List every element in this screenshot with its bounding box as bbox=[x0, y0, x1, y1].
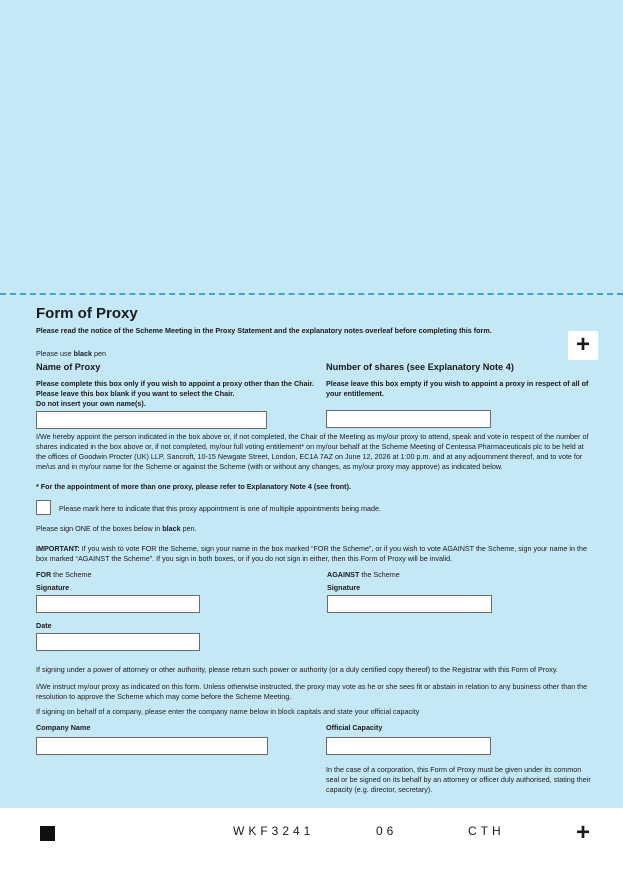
form-intro: Please read the notice of the Scheme Meeting in the Proxy Statement and the explanatory notes overleaf before completing this form. bbox=[36, 326, 492, 335]
corporation-note: In the case of a corporation, this Form of Proxy must be given under its common seal or be signed on its behalf by an attorney or officer duly authorised, stating their capacity (e.g. director, secretary). bbox=[326, 765, 591, 794]
company-name-input[interactable] bbox=[36, 737, 268, 755]
form-code: WKF3241 bbox=[233, 824, 315, 838]
footer-plus-mark: + bbox=[576, 819, 591, 846]
number-of-shares-instructions: Please leave this box empty if you wish to appoint a proxy in respect of all of your entitlement. bbox=[326, 379, 589, 398]
date-input[interactable] bbox=[36, 633, 200, 651]
pen-instruction: Please use black pen bbox=[36, 349, 106, 358]
multiple-proxy-note: * For the appointment of more than one proxy, please refer to Explanatory Note 4 (see front). bbox=[36, 482, 351, 491]
important-notice: IMPORTANT: If you wish to vote FOR the Scheme, sign your name in the box marked “FOR the Scheme”, or if you wish to vote AGAINST the Scheme, sign your name in the box marked “AGAINST the Scheme”. If you sign in both boxes, or if you do not sign in either, then this Form of Proxy will be invalid. bbox=[36, 544, 588, 563]
instruction-text: I/We instruct my/our proxy as indicated on this form. Unless otherwise instructed, the proxy may vote as he or she sees fit or abstain in relation to any business other than the resolution to approve the Scheme which may come before the Scheme Meeting. bbox=[36, 682, 588, 701]
form-version: 06 bbox=[376, 824, 398, 838]
against-signature-input[interactable] bbox=[327, 595, 492, 613]
registration-square-mark bbox=[40, 826, 55, 841]
registration-plus-mark: + bbox=[568, 331, 598, 360]
company-instruction: If signing on behalf of a company, please enter the company name below in block capitals and state your official capacity bbox=[36, 707, 420, 716]
form-title: Form of Proxy bbox=[36, 305, 138, 322]
name-of-proxy-heading: Name of Proxy bbox=[36, 362, 101, 372]
proxy-name-input[interactable] bbox=[36, 411, 267, 429]
official-capacity-label: Official Capacity bbox=[326, 723, 383, 732]
official-capacity-input[interactable] bbox=[326, 737, 491, 755]
for-signature-input[interactable] bbox=[36, 595, 200, 613]
tear-off-line bbox=[0, 293, 623, 295]
appointment-text: I/We hereby appoint the person indicated in the box above or, if not completed, the Chair of the Meeting as my/our proxy to attend, speak and vote in respect of the number of shares indicated in the box above or, if not completed, my/our full voting entitlement* on my/our behalf at the Scheme Meeting of Centessa Pharmaceuticals plc to be held at the offices of Goodwin Procter (UK) LLP, Sancroft, 10-15 Newgate Street, London, EC1A 7AZ on June 12, 2026 at 1:00 p.m. and at any adjournment thereof, and to vote for me/us and in my/our name for the Scheme or against the Scheme (with or without any changes, as my/our proxy may approve) as indicated below. bbox=[36, 432, 589, 471]
form-suffix: CTH bbox=[468, 824, 505, 838]
number-of-shares-heading: Number of shares (see Explanatory Note 4) bbox=[326, 362, 514, 372]
company-name-label: Company Name bbox=[36, 723, 91, 732]
footer-strip bbox=[0, 808, 623, 880]
multiple-appointment-checkbox[interactable] bbox=[36, 500, 51, 515]
sign-one-instruction: Please sign ONE of the boxes below in black pen. bbox=[36, 524, 197, 533]
date-label: Date bbox=[36, 621, 52, 630]
for-signature-label: Signature bbox=[36, 583, 70, 592]
multiple-appointment-label: Please mark here to indicate that this proxy appointment is one of multiple appointments being made. bbox=[59, 504, 382, 513]
number-of-shares-input[interactable] bbox=[326, 410, 491, 428]
for-scheme-label: FOR the Scheme bbox=[36, 570, 92, 579]
power-of-attorney-text: If signing under a power of attorney or other authority, please return such power or authority (or a duly certified copy thereof) to the Registrar with this Form of Proxy. bbox=[36, 665, 558, 674]
name-of-proxy-instructions: Please complete this box only if you wish to appoint a proxy other than the Chair. Please leave this box blank if you want to select the Chair. Do not insert your own name(s). bbox=[36, 379, 314, 408]
against-scheme-label: AGAINST the Scheme bbox=[327, 570, 400, 579]
against-signature-label: Signature bbox=[327, 583, 361, 592]
